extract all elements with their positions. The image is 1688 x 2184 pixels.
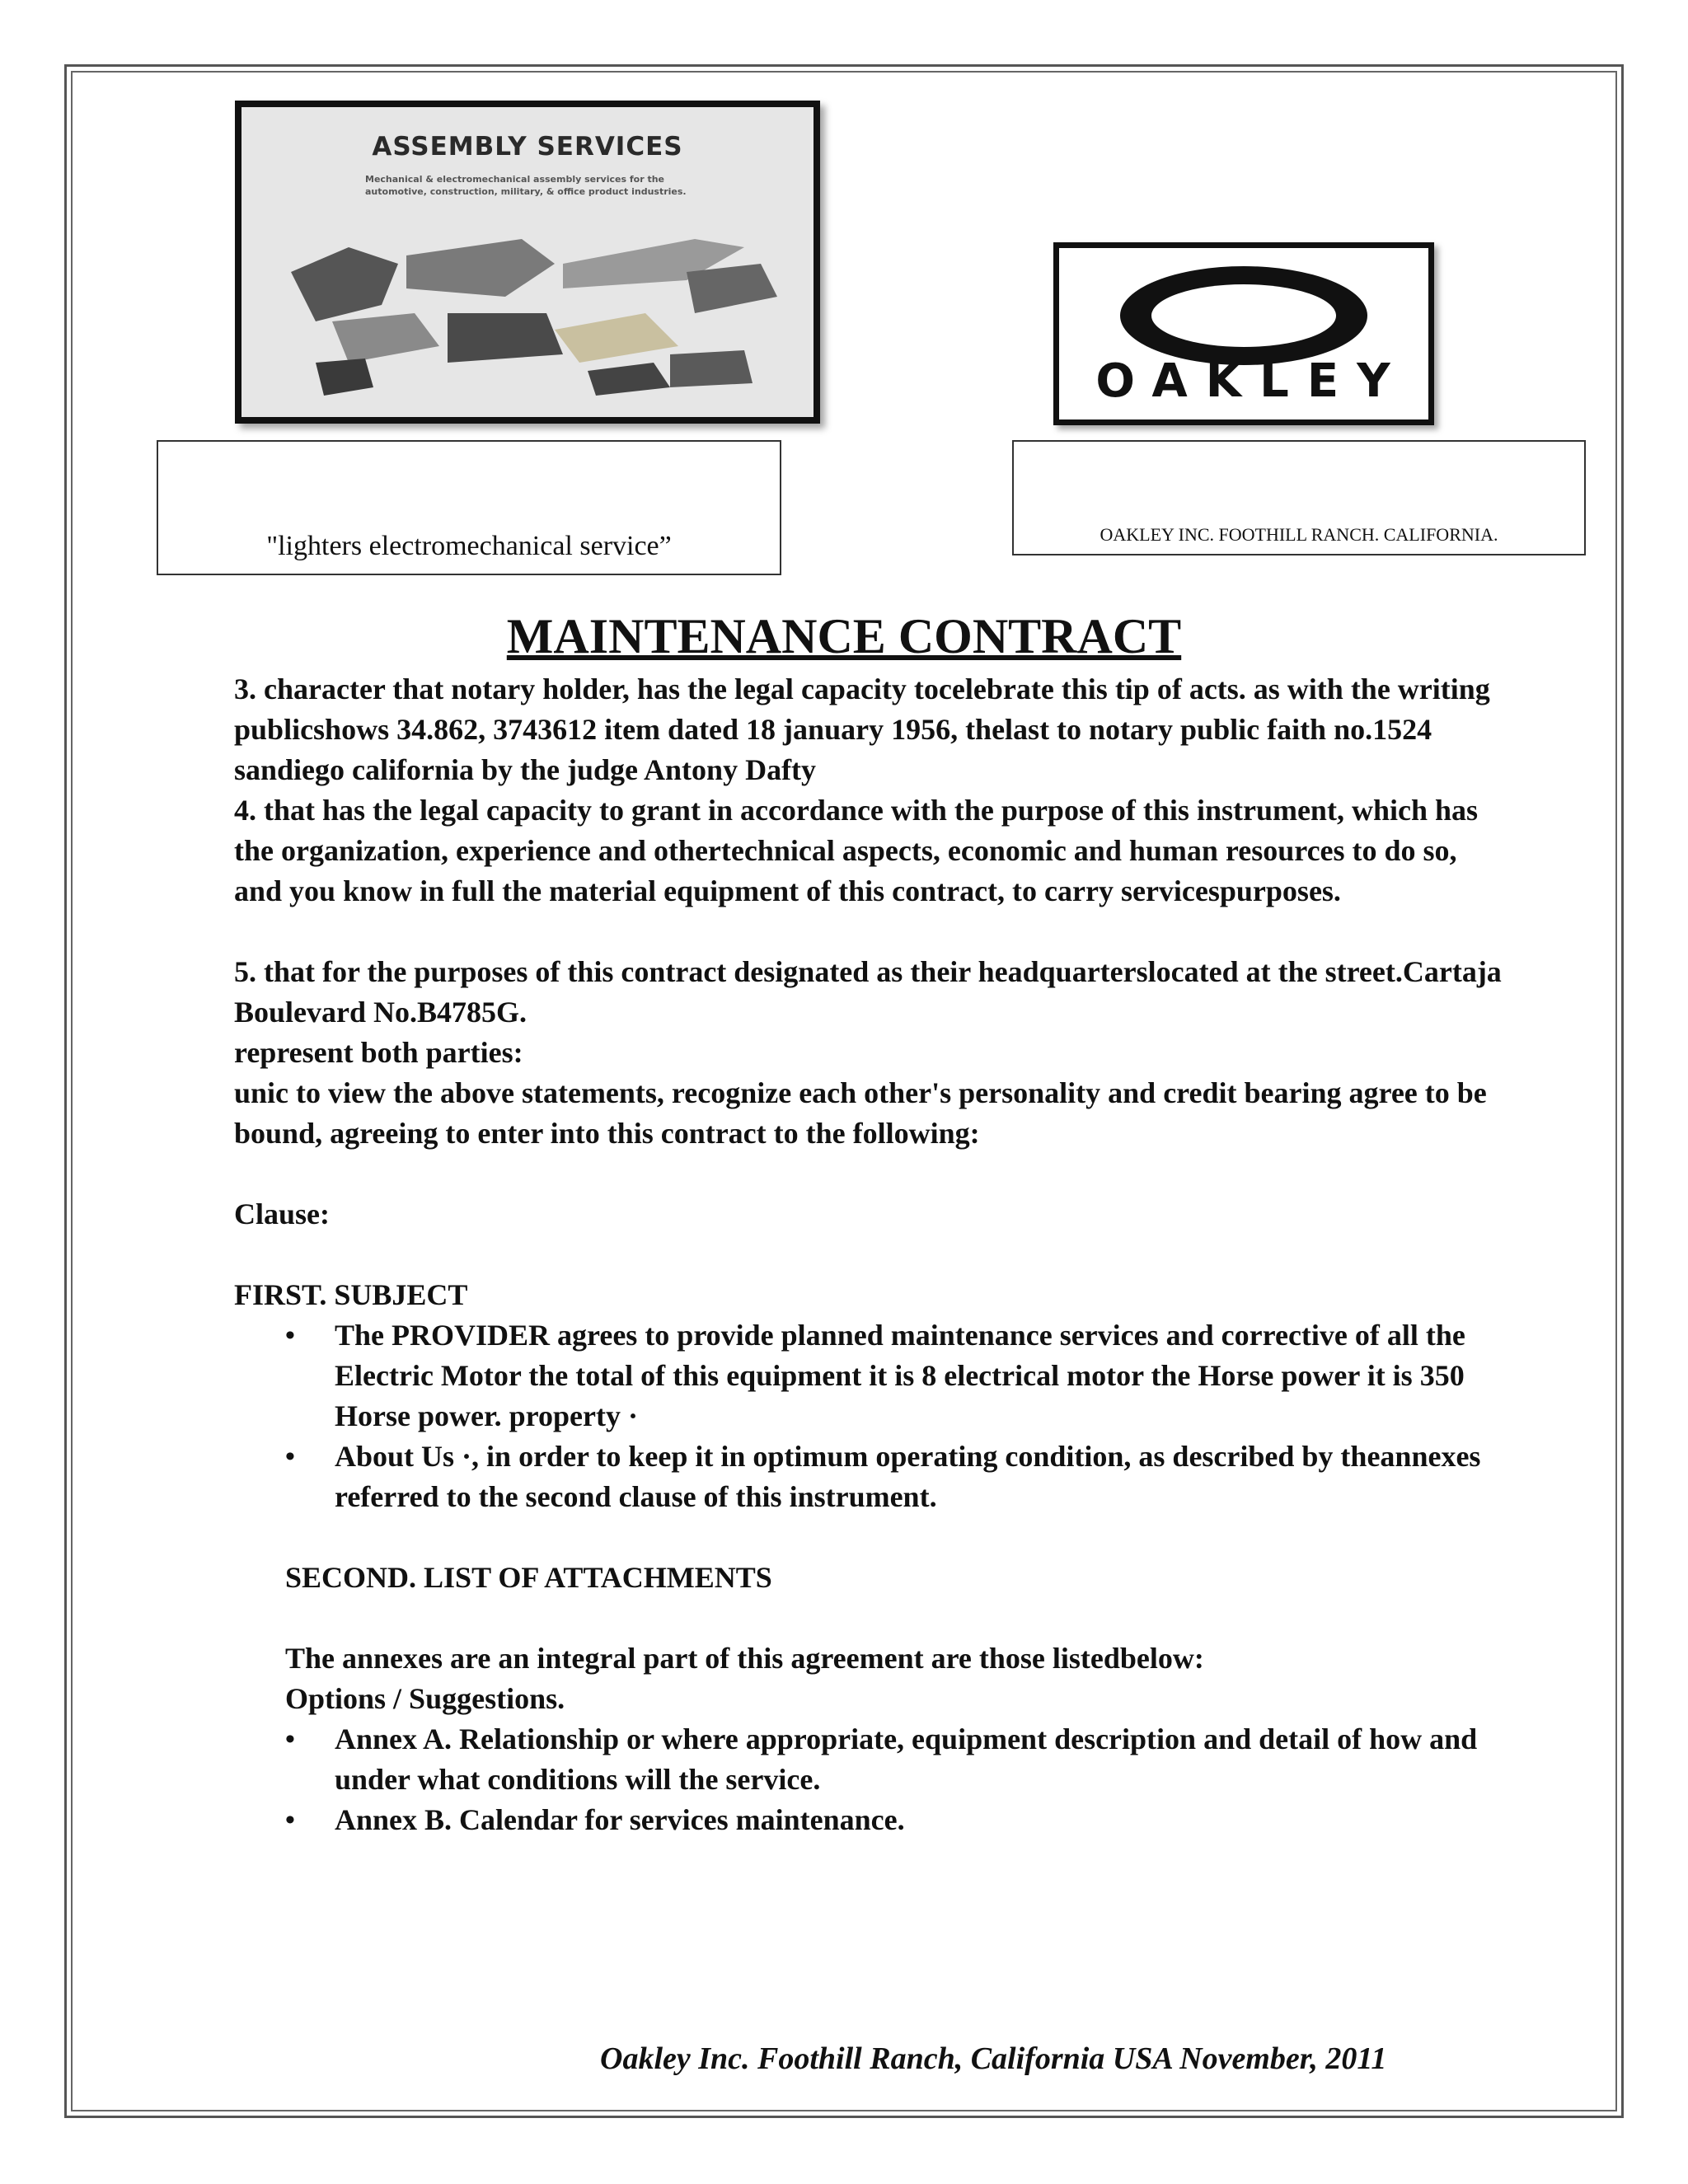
assembly-subtitle: Mechanical & electromechanical assembly services for the automotive, construction, military, & office product industries. — [365, 174, 687, 197]
caption-left-box — [157, 440, 781, 575]
caption-right-box — [1012, 440, 1586, 555]
contract-heading: MAINTENANCE CONTRACT — [506, 609, 1182, 663]
footer-signature: Oakley Inc. Foothill Ranch, California USA November, 2011 — [600, 2041, 1387, 2076]
first-heading: FIRST. SUBJECT — [234, 1278, 468, 1311]
second-heading: SECOND. LIST OF ATTACHMENTS — [285, 1561, 772, 1594]
paragraph-5: 5. that for the purposes of this contract designated as their headquarterslocated at the street.Cartaja Boulevard No.B4785G. — [234, 955, 1502, 1029]
first-bullet-list — [234, 1315, 1503, 1517]
first-bullet: • The PROVIDER agrees to provide planned maintenance services and corrective of all the Electric Motor the total of this equipment it is 8 electrical motor the Horse power it is 350 Horse power. property · — [285, 1315, 1503, 1436]
caption-left-text: "lighters electromechanical service” — [266, 531, 672, 561]
oakley-logo — [1053, 242, 1434, 425]
oakley-wordmark: OAKLEY — [1095, 354, 1409, 408]
paragraph-3: 3. character that notary holder, has the legal capacity tocelebrate this tip of acts. as with the writing publicshows 34.862, 3743612 item dated 18 january 1956, thelast to notary public faith no.1524 sandiego california by the judge Antony Dafty — [234, 673, 1490, 786]
first-bullet: • About Us ·, in order to keep it in optimum operating condition, as described by theannexes referred to the second clause of this instrument. — [285, 1436, 1503, 1517]
caption-right-text: OAKLEY INC. FOOTHILL RANCH. CALIFORNIA. — [1100, 524, 1498, 545]
paragraph-4: 4. that has the legal capacity to grant in accordance with the purpose of this instrument, which has the organization, experience and othertechnical aspects, economic and human resources to do so, and you know in full the material equipment of this contract, to carry servicespurposes. — [234, 794, 1478, 907]
unic-statement: unic to view the above statements, recognize each other's personality and credit bearing agree to be bound, agreeing to enter into this contract to the following: — [234, 1076, 1487, 1150]
contract-body — [234, 669, 1503, 1840]
assembly-title: ASSEMBLY SERVICES — [372, 132, 683, 162]
second-options: Options / Suggestions. — [285, 1682, 565, 1715]
clause-label: Clause: — [234, 1197, 330, 1230]
assembly-services-image — [235, 101, 820, 424]
annex-bullet-list — [234, 1719, 1503, 1840]
represent-parties: represent both parties: — [234, 1036, 523, 1069]
second-intro: The annexes are an integral part of this agreement are those listedbelow: — [285, 1642, 1204, 1675]
annex-bullet: • Annex A. Relationship or where appropriate, equipment description and detail of how and under what conditions will the service. — [285, 1719, 1503, 1800]
annex-bullet: • Annex B. Calendar for services maintenance. — [285, 1800, 1503, 1840]
